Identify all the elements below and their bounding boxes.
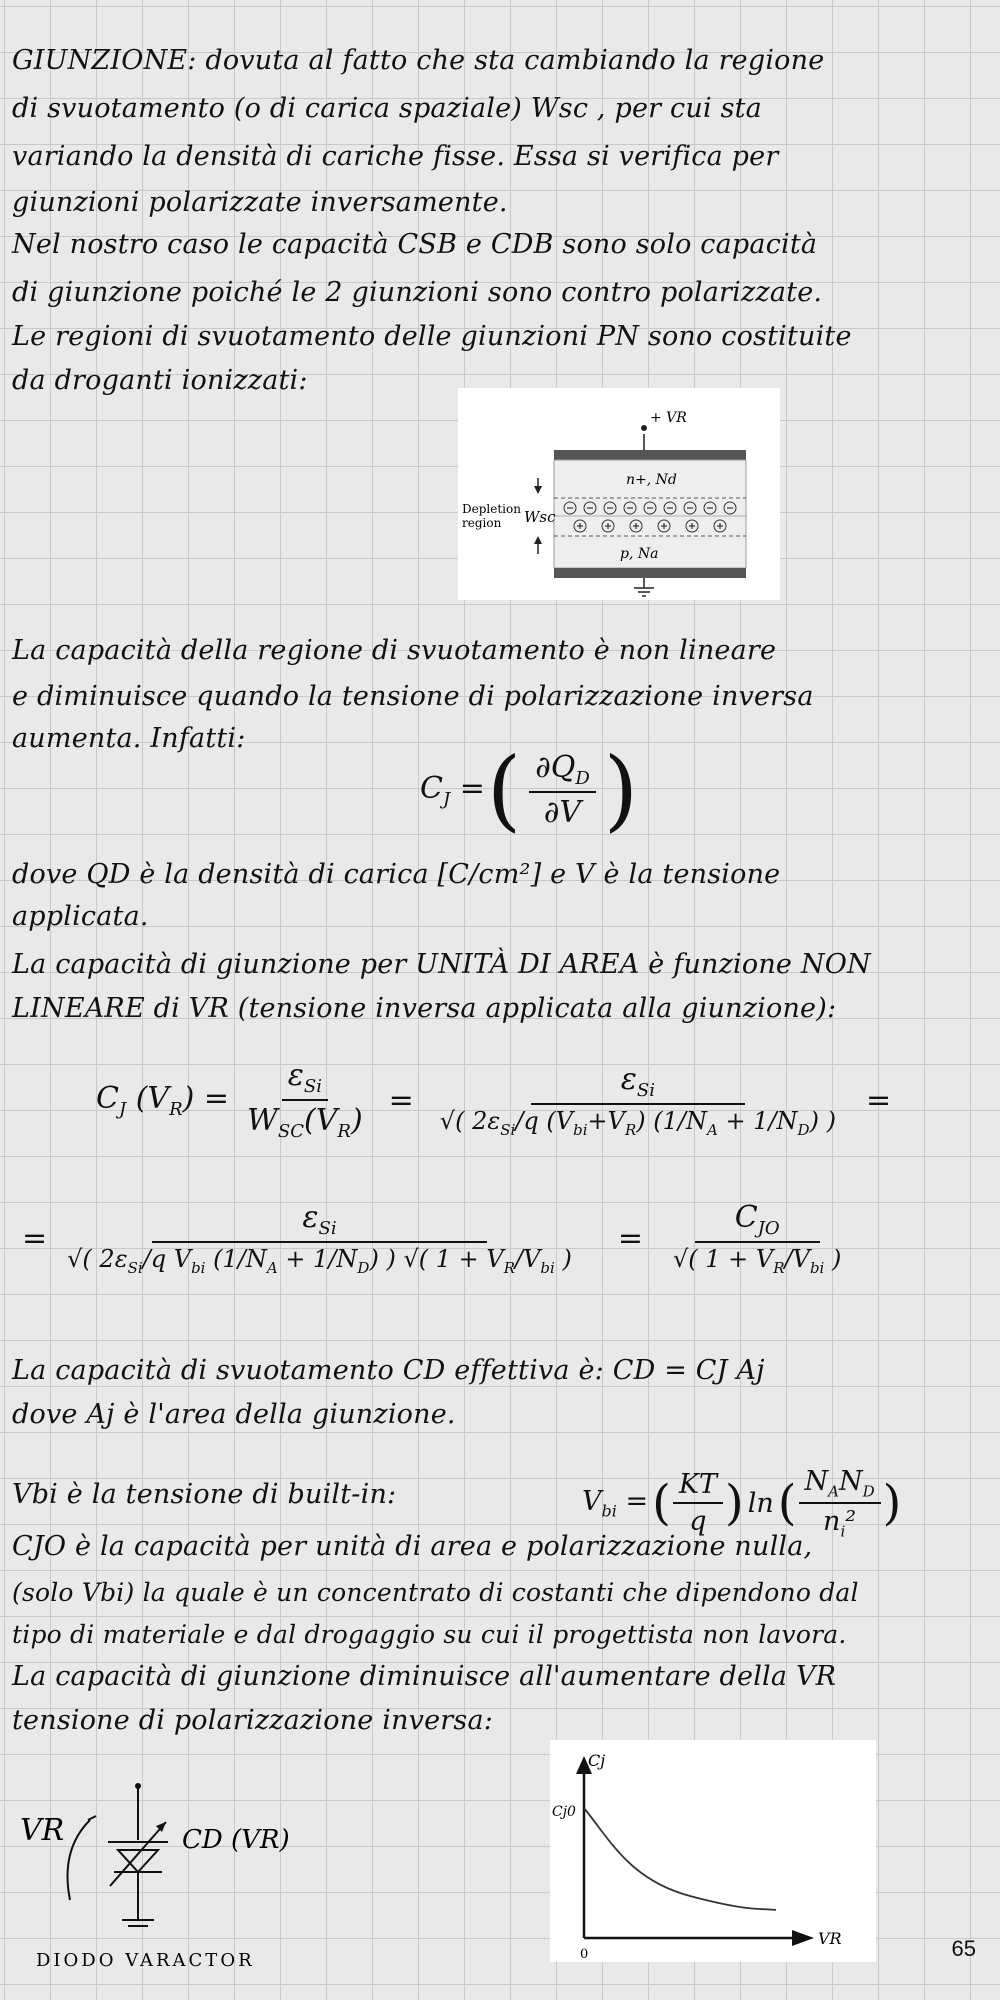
text-line: variando la densità di cariche fisse. Essa si verifica per [12, 141, 779, 172]
text-line: dove QD è la densità di carica [C/cm²] e V è la tensione [12, 859, 781, 890]
cj0-label: Cj0 [552, 1804, 576, 1820]
text-line: La capacità di svuotamento CD effettiva è: CD = CJ Aj [12, 1355, 765, 1386]
text-line: tensione di polarizzazione inversa: [12, 1705, 494, 1736]
varactor-diagram [10, 1770, 330, 1990]
depletion-region-figure [458, 388, 780, 600]
text-line: aumenta. Infatti: [12, 723, 246, 754]
cj-curve [584, 1808, 776, 1910]
text-line: applicata. [12, 901, 149, 932]
cj-vs-vr-graph [550, 1740, 876, 1962]
page-number: 65 [951, 1936, 976, 1961]
text-line: tipo di materiale e dal drogaggio su cui il progettista non lavora. [12, 1620, 847, 1649]
cj-graph [550, 1740, 876, 1962]
equation-vbi: $V_{bi}$ = ( $\frac{KT}{q}$ ) ln ( $\frac{N_AN_D}{n_i^2}$ ) [582, 1466, 902, 1541]
text-line: di giunzione poiché le 2 giunzioni sono contro polarizzate. [12, 277, 823, 308]
text-line: di svuotamento (o di carica spaziale) Wsc , per cui sta [12, 93, 762, 124]
vr-label: VR [20, 1813, 65, 1848]
text-line: Nel nostro caso le capacità CSB e CDB sono solo capacità [12, 229, 818, 260]
text-line: da droganti ionizzati: [12, 365, 308, 396]
varactor-caption: DIODO VARACTOR [36, 1950, 255, 1971]
text-line: Vbi è la tensione di built-in: [12, 1479, 397, 1510]
text-line: La capacità di giunzione diminuisce all'aumentare della VR [12, 1661, 837, 1692]
region-label: region [462, 516, 502, 530]
x-axis-label: VR [818, 1929, 842, 1948]
p-region-label: p, Na [620, 546, 659, 562]
equation-cj-vr: $C_J$ $(V_R)$ = $\frac{\varepsilon_{Si}}{W_{SC}(V_R)}$ = $\frac{\varepsilon_{Si}}{√( 2\varepsilon_{Si}/q (V_{bi}+V_R) (1/N_A + 1/N_D) )}$ = [96, 1058, 892, 1142]
text-line: giunzioni polarizzate inversamente. [12, 187, 508, 218]
varactor-sketch [10, 1770, 330, 1990]
y-axis-label: Cj [588, 1751, 606, 1770]
text-line: La capacità di giunzione per UNITÀ DI AREA è funzione NON [12, 949, 871, 980]
text-line: (solo Vbi) la quale è un concentrato di costanti che dipendono dal [12, 1578, 859, 1607]
vr-label: + VR [650, 410, 687, 426]
origin-label: 0 [580, 1947, 589, 1962]
depletion-label: Depletion [462, 502, 521, 516]
text-line: CJO è la capacità per unità di area e polarizzazione nulla, [12, 1531, 813, 1562]
equation-cj: $C_J$ = ( $\frac{\partial Q_D}{\partial V}$ ) [420, 738, 639, 841]
text-line: Le regioni di svuotamento delle giunzioni PN sono costituite [12, 321, 852, 352]
n-region-label: n+, Nd [626, 472, 677, 488]
wsc-label: Wsc [524, 508, 556, 526]
text-line: e diminuisce quando la tensione di polarizzazione inversa [12, 681, 814, 712]
cd-label: CD (VR) [182, 1825, 290, 1855]
depletion-diagram [458, 388, 780, 600]
equation-cj-expanded: = $\frac{\varepsilon_{Si}}{√( 2\varepsilon_{Si}/q V_{bi} (1/N_A + 1/N_D) ) √( 1 + V_R/V_{bi} )}$ = $\frac{C_{JO}}{√( 1 + V_R/V_{bi} )}$ [22, 1200, 842, 1277]
text-line: GIUNZIONE: dovuta al fatto che sta cambiando la regione [12, 45, 825, 76]
text-line: LINEARE di VR (tensione inversa applicata alla giunzione): [12, 993, 837, 1024]
text-line: La capacità della regione di svuotamento è non lineare [12, 635, 777, 666]
text-line: dove Aj è l'area della giunzione. [12, 1399, 456, 1430]
